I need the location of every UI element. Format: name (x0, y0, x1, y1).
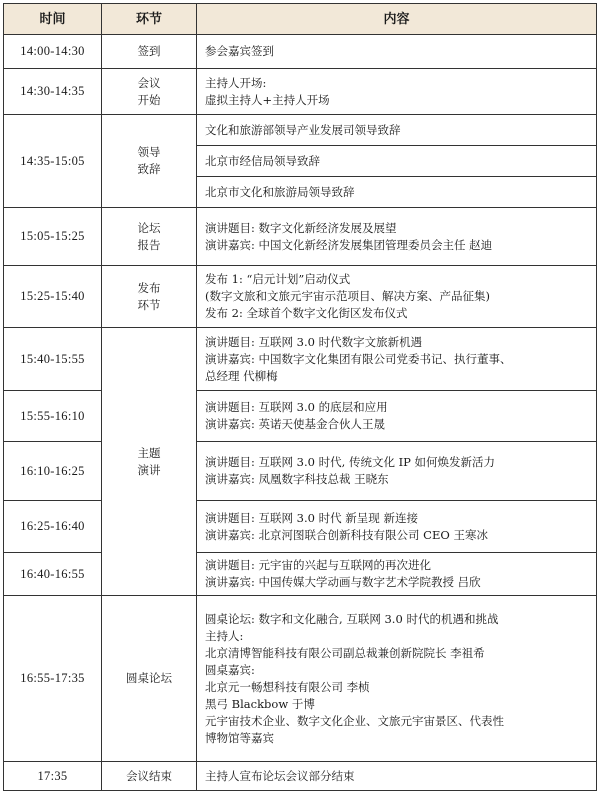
content-cell (197, 501, 597, 553)
content-line: (数字文旅和文旅元宇宙示范项目、解决方案、产品征集) (205, 289, 490, 303)
content-line: 演讲题目: 数字文化新经济发展及展望 (205, 220, 397, 235)
agenda-row (4, 596, 597, 762)
time-cell: 15:40-15:55 (4, 328, 102, 391)
content-line: 演讲嘉宾: 中国传媒大学动画与数字艺术学院教授 吕欣 (205, 575, 481, 589)
content-line: 北京市文化和旅游局领导致辞 (205, 184, 355, 199)
content-line: 演讲题目: 互联网 3.0 时代数字文旅新机遇 (205, 334, 423, 349)
agenda-row (4, 208, 597, 266)
content-line: 北京元一畅想科技有限公司 李桢 (205, 679, 370, 694)
agenda-row (4, 442, 597, 501)
time-cell: 16:10-16:25 (4, 442, 102, 501)
time-cell: 14:00-14:30 (4, 35, 102, 69)
content-line: 演讲嘉宾: 中国文化新经济发展集团管理委员会主任 赵迪 (205, 237, 493, 252)
content-line: 圆桌嘉宾: (205, 662, 255, 677)
content-cell (197, 596, 597, 762)
content-line: 演讲嘉宾: 中国数字文化集团有限公司党委书记、执行董事、 (205, 351, 512, 366)
session-line: 会议结束 (126, 768, 172, 783)
content-cell (197, 146, 597, 177)
agenda-row (4, 762, 597, 791)
session-line: 圆桌论坛 (126, 671, 172, 685)
content-line: 文化和旅游部领导产业发展司领导致辞 (205, 122, 401, 137)
content-line: 主持人开场: (205, 75, 267, 90)
content-line: 黑弓 Blackbow 于博 (205, 696, 315, 711)
content-line: 演讲题目: 元宇宙的兴起与互联网的再次进化 (205, 558, 432, 572)
agenda-row (4, 553, 597, 596)
time-cell: 16:25-16:40 (4, 501, 102, 553)
header-session: 环节 (102, 4, 197, 35)
header-row (4, 4, 597, 35)
content-line: 主持人: (205, 628, 244, 643)
session-cell (102, 266, 197, 328)
content-line: 演讲题目: 互联网 3.0 时代 新呈现 新连接 (205, 510, 418, 525)
content-line: 演讲嘉宾: 北京河图联合创新科技有限公司 CEO 王寒冰 (205, 527, 488, 542)
agenda-row (4, 35, 597, 69)
content-line: 圆桌论坛: 数字和文化融合, 互联网 3.0 时代的机遇和挑战 (205, 611, 499, 626)
session-line: 会议 (137, 75, 161, 90)
session-cell (102, 35, 197, 69)
session-cell (102, 596, 197, 762)
agenda-row (4, 69, 597, 115)
time-cell: 15:25-15:40 (4, 266, 102, 328)
content-line: 主持人宣布论坛会议部分结束 (205, 768, 355, 783)
session-cell (102, 328, 197, 596)
content-cell (197, 266, 597, 328)
agenda-row (4, 266, 597, 328)
session-cell (102, 69, 197, 115)
time-cell: 15:55-16:10 (4, 391, 102, 442)
time-cell: 14:30-14:35 (4, 69, 102, 115)
content-line: 演讲嘉宾: 英诺天使基金合伙人王晟 (205, 417, 386, 431)
content-cell (197, 35, 597, 69)
time-cell: 15:05-15:25 (4, 208, 102, 266)
header-time: 时间 (4, 4, 102, 35)
header-content: 内容 (197, 4, 597, 35)
session-line: 致辞 (137, 162, 161, 176)
content-line: 虚拟主持人+主持人开场 (205, 92, 330, 107)
time-cell: 16:40-16:55 (4, 553, 102, 596)
agenda-row (4, 501, 597, 553)
content-cell (197, 762, 597, 791)
content-cell (197, 208, 597, 266)
content-line: 发布 2: 全球首个数字文化街区发布仪式 (205, 306, 408, 320)
content-line: 发布 1: “启元计划”启动仪式 (205, 272, 351, 286)
session-cell (102, 115, 197, 208)
content-line: 北京清博智能科技有限公司副总裁兼创新院院长 李祖希 (205, 645, 485, 660)
content-line: 参会嘉宾签到 (205, 44, 274, 58)
time-cell: 17:35 (4, 762, 102, 791)
time-cell: 16:55-17:35 (4, 596, 102, 762)
session-line: 论坛 (137, 220, 161, 235)
content-cell (197, 328, 597, 391)
agenda-row (4, 115, 597, 146)
session-line: 开始 (137, 92, 161, 107)
session-line: 主题 (137, 445, 161, 460)
content-cell (197, 115, 597, 146)
content-cell (197, 391, 597, 442)
session-cell (102, 762, 197, 791)
session-line: 领导 (137, 145, 161, 159)
content-cell (197, 553, 597, 596)
content-cell (197, 177, 597, 208)
content-line: 博物馆等嘉宾 (205, 730, 274, 745)
agenda-row (4, 391, 597, 442)
content-line: 演讲题目: 互联网 3.0 时代, 传统文化 IP 如何焕发新活力 (205, 455, 496, 469)
session-cell (102, 208, 197, 266)
content-cell (197, 69, 597, 115)
agenda-table (3, 3, 597, 791)
content-line: 演讲嘉宾: 凤凰数字科技总裁 王晓东 (205, 472, 389, 486)
session-line: 发布 (137, 280, 161, 295)
content-line: 元宇宙技术企业、数字文化企业、文旅元宇宙景区、代表性 (205, 713, 504, 728)
session-line: 报告 (137, 237, 161, 252)
session-line: 环节 (137, 297, 161, 312)
time-cell: 14:35-15:05 (4, 115, 102, 208)
content-line: 北京市经信局领导致辞 (205, 153, 320, 168)
content-cell (197, 442, 597, 501)
content-line: 总经理 代柳梅 (205, 368, 278, 383)
content-line: 演讲题目: 互联网 3.0 的底层和应用 (205, 400, 388, 414)
session-line: 签到 (137, 44, 161, 58)
agenda-row (4, 328, 597, 391)
session-line: 演讲 (137, 462, 161, 477)
